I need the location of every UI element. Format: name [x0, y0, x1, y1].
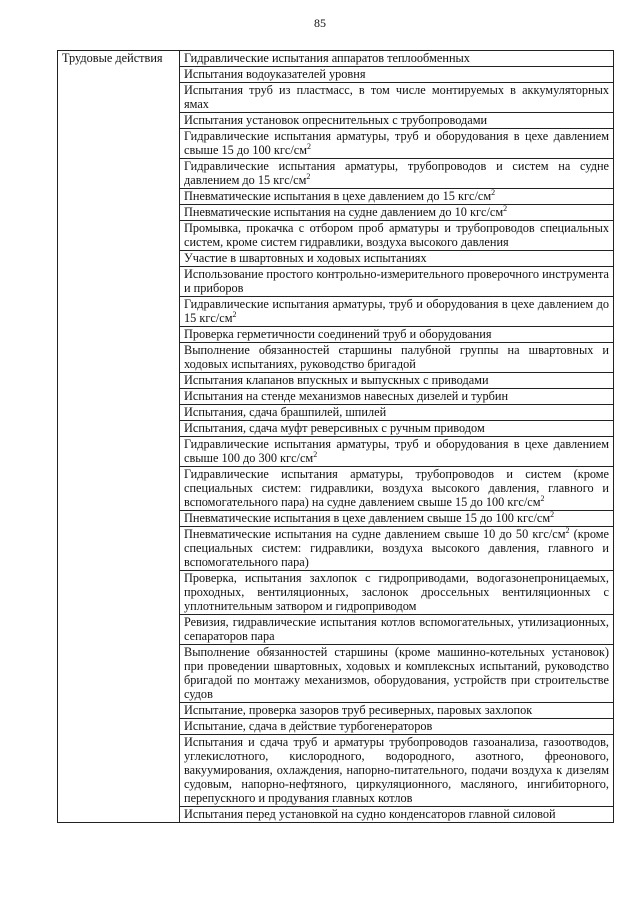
row-label-labor-actions: Трудовые действия	[58, 51, 180, 823]
action-cell: Испытания, сдача муфт реверсивных с ручным приводом	[180, 421, 614, 437]
table-row	[58, 51, 614, 67]
page-number: 85	[314, 16, 326, 30]
action-cell: Пневматические испытания на судне давлением свыше 10 до 50 кгс/$см^2$ (кроме специальных систем: гидравлики, воздуха высокого давления, главного и вспомогательного пара)	[180, 527, 614, 571]
action-cell: Испытания установок опреснительных с трубопроводами	[180, 113, 614, 129]
action-cell: Участие в швартовных и ходовых испытаниях	[180, 251, 614, 267]
action-cell: Гидравлические испытания арматуры, труб и оборудования в цехе давлением до 15 кгс/$см^2$	[180, 297, 614, 327]
action-cell: Гидравлические испытания аппаратов теплообменных	[180, 51, 614, 67]
action-cell: Использование простого контрольно-измерительного проверочного инструмента и приборов	[180, 267, 614, 297]
action-cell: Испытания водоуказателей уровня	[180, 67, 614, 83]
action-cell: Пневматические испытания в цехе давлением свыше 15 до 100 кгс/$см^2$	[180, 511, 614, 527]
action-cell: Выполнение обязанностей старшины палубной группы на швартовных и ходовых испытаниях, руководство бригадой	[180, 343, 614, 373]
action-cell: Испытания труб из пластмасс, в том числе монтируемых в аккумуляторных ямах	[180, 83, 614, 113]
action-cell: Гидравлические испытания арматуры, трубопроводов и систем на судне давлением до 15 кгс/$см^2$	[180, 159, 614, 189]
action-cell: Промывка, прокачка с отбором проб арматуры и трубопроводов специальных систем, кроме систем гидравлики, воздуха высокого давления	[180, 221, 614, 251]
action-cell: Испытания клапанов впускных и выпускных с приводами	[180, 373, 614, 389]
action-cell: Пневматические испытания на судне давлением до 10 кгс/$см^2$	[180, 205, 614, 221]
action-cell: Испытание, сдача в действие турбогенераторов	[180, 719, 614, 735]
action-cell: Испытание, проверка зазоров труб ресиверных, паровых захлопок	[180, 703, 614, 719]
action-cell: Ревизия, гидравлические испытания котлов вспомогательных, утилизационных, сепараторов пара	[180, 615, 614, 645]
action-cell: Испытания перед установкой на судно конденсаторов главной силовой	[180, 807, 614, 823]
action-cell: Испытания на стенде механизмов навесных дизелей и турбин	[180, 389, 614, 405]
action-cell: Гидравлические испытания арматуры, труб и оборудования в цехе давлением свыше 100 до 300 кгс/$см^2$	[180, 437, 614, 467]
labor-actions-table	[57, 50, 614, 823]
action-cell: Гидравлические испытания арматуры, труб и оборудования в цехе давлением свыше 15 до 100 кгс/$см^2$	[180, 129, 614, 159]
action-cell: Выполнение обязанностей старшины (кроме машинно-котельных установок) при проведении швартовных, ходовых и комплексных испытаний, руководство бригадой по монтажу механизмов, оборудования, устройств при строительстве судов	[180, 645, 614, 703]
action-cell: Гидравлические испытания арматуры, трубопроводов и систем (кроме специальных систем: гидравлики, воздуха высокого давления, главного и вспомогательного пара) на судне давлением свыше 15 до 100 кгс/$см^2$	[180, 467, 614, 511]
action-cell: Испытания и сдача труб и арматуры трубопроводов газоанализа, газоотводов, углекислотного, кислородного, водородного, азотного, фреонового, вакуумирования, охлаждения, напорно-питательного, подачи воздуха к дизелям судовым, напорно-нефтяного, циркуляционного, масляного, ингибиторного, перепускного и продувания главных котлов	[180, 735, 614, 807]
action-cell: Испытания, сдача брашпилей, шпилей	[180, 405, 614, 421]
action-cell: Пневматические испытания в цехе давлением до 15 кгс/$см^2$	[180, 189, 614, 205]
action-cell: Проверка герметичности соединений труб и оборудования	[180, 327, 614, 343]
action-cell: Проверка, испытания захлопок с гидроприводами, водогазонепроницаемых, проходных, вентиляционных, заслонок дроссельных вентиляционных с уплотнительным затвором и гидроприводом	[180, 571, 614, 615]
